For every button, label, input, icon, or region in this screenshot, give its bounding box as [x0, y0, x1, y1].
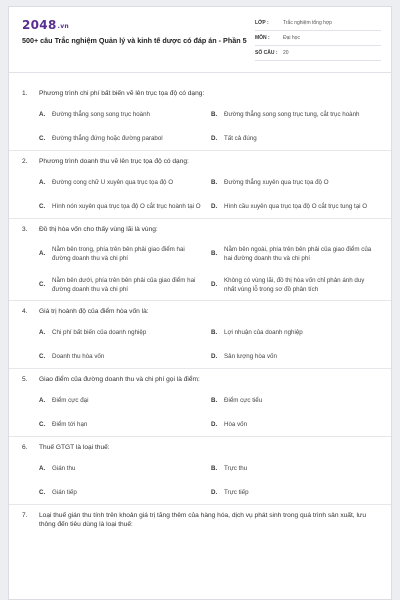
option-letter: D.	[211, 420, 218, 428]
question-number: 6.	[22, 444, 28, 451]
site-logo[interactable]: 2048.vn	[22, 18, 69, 32]
answer-options	[22, 238, 378, 300]
option-text: Gián thu	[52, 464, 76, 472]
answer-option[interactable]	[39, 412, 211, 436]
document-title: 500+ câu Trắc nghiệm Quản lý và kinh tế dược có đáp án - Phần 5	[22, 36, 247, 45]
question-list	[9, 73, 391, 529]
question-item	[9, 437, 391, 504]
meta-value: 20	[283, 50, 289, 56]
option-letter: A.	[39, 110, 46, 118]
option-text: Doanh thu hòa vốn	[52, 352, 105, 360]
option-letter: C.	[39, 352, 46, 360]
option-text: Đường thẳng song song trục tung, cắt trục hoành	[224, 110, 360, 118]
answer-option[interactable]	[39, 238, 211, 269]
option-text: Chi phí bất biến của doanh nghiệp	[52, 328, 147, 336]
answer-option[interactable]	[39, 194, 211, 218]
answer-option[interactable]	[39, 388, 211, 412]
question-item	[9, 505, 391, 529]
option-letter: A.	[39, 328, 46, 336]
question-prompt: Phương trình chi phí bất biến vẽ lên trục tọa độ có dạng:	[39, 90, 205, 97]
answer-options	[22, 320, 378, 368]
option-text: Điểm cực đại	[52, 396, 89, 404]
question-prompt: Loại thuế gián thu tính trên khoản giá trị tăng thêm của hàng hóa, dịch vụ phát sinh trong quá trình sản xuất, lưu thông đến tiêu dùng là loại thuế:	[39, 512, 366, 528]
question-text	[22, 219, 378, 238]
option-text: Hình cầu xuyên qua trục tọa độ O cắt trục tung tại O	[224, 202, 368, 210]
option-letter: B.	[211, 178, 218, 186]
answer-option[interactable]	[39, 320, 211, 344]
answer-option[interactable]	[211, 126, 383, 150]
option-letter: B.	[211, 110, 218, 118]
answer-options	[22, 170, 378, 218]
option-letter: D.	[211, 352, 218, 360]
meta-label: MÔN :	[255, 35, 270, 41]
question-item	[9, 219, 391, 300]
option-text: Nằm bên dưới, phía trên bên phải của giao điểm hai đường doanh thu và chi phí	[52, 276, 196, 293]
question-number: 5.	[22, 376, 28, 383]
answer-option[interactable]	[211, 170, 383, 194]
question-text	[22, 505, 378, 529]
meta-count-row	[255, 46, 381, 61]
option-text: Trực tiếp	[224, 488, 249, 496]
option-letter: B.	[211, 250, 218, 257]
option-text: Lợi nhuận của doanh nghiệp	[224, 328, 303, 336]
option-text: Đường thẳng xuyên qua trục tọa độ O	[224, 178, 329, 186]
option-letter: D.	[211, 281, 218, 288]
answer-option[interactable]	[211, 480, 383, 504]
question-number: 2.	[22, 158, 28, 165]
answer-option[interactable]	[211, 102, 383, 126]
meta-value: Đại học	[283, 35, 300, 41]
option-text: Hình nón xuyên qua trục tọa độ O cắt trục hoành tại O	[52, 202, 201, 210]
option-text: Tất cả đúng	[224, 134, 257, 142]
option-text: Nằm bên ngoài, phía trên bên phải của giao điểm của hai đường doanh thu và chi phí	[224, 245, 372, 262]
answer-option[interactable]	[39, 126, 211, 150]
option-letter: A.	[39, 464, 46, 472]
option-letter: A.	[39, 396, 46, 404]
question-number: 3.	[22, 226, 28, 233]
meta-subject-row	[255, 31, 381, 46]
option-text: Đường cong chữ U xuyên qua trục tọa độ O	[52, 178, 174, 186]
option-letter: B.	[211, 464, 218, 472]
option-text: Gián tiếp	[52, 488, 77, 496]
option-letter: B.	[211, 328, 218, 336]
option-letter: D.	[211, 134, 218, 142]
meta-label: SỐ CÂU :	[255, 50, 278, 56]
answer-option[interactable]	[39, 480, 211, 504]
option-text: Hòa vốn	[224, 420, 248, 428]
question-prompt: Phương trình doanh thu vẽ lên trục tọa độ có dạng:	[39, 158, 189, 165]
question-prompt: Đồ thị hòa vốn cho thấy vùng lãi là vùng:	[39, 226, 158, 233]
answer-option[interactable]	[211, 269, 383, 300]
question-text	[22, 151, 378, 170]
question-prompt: Thuế GTGT là loại thuế:	[39, 444, 110, 451]
option-letter: C.	[39, 420, 46, 428]
answer-option[interactable]	[211, 456, 383, 480]
answer-option[interactable]	[211, 344, 383, 368]
option-text: Điểm tới hạn	[52, 420, 88, 428]
answer-option[interactable]	[211, 320, 383, 344]
option-letter: C.	[39, 202, 46, 210]
document-header	[9, 7, 391, 73]
question-prompt: Giao điểm của đường doanh thu và chi phí gọi là điểm:	[39, 376, 200, 383]
option-text: Trực thu	[224, 464, 248, 472]
option-text: Nằm bên trong, phía trên bên phải giao điểm hai đường doanh thu và chi phí	[52, 245, 185, 262]
answer-options	[22, 102, 378, 150]
question-item	[9, 151, 391, 218]
answer-option[interactable]	[211, 388, 383, 412]
question-number: 1.	[22, 90, 28, 97]
option-text: Không có vùng lãi, đồ thị hòa vốn chỉ phản ánh duy nhất vùng lỗ trong sơ đồ phân tích	[224, 276, 365, 293]
option-text: Sản lượng hòa vốn	[224, 352, 277, 360]
option-text: Đường thẳng đứng hoặc đường parabol	[52, 134, 163, 142]
answer-options	[22, 456, 378, 504]
option-letter: C.	[39, 134, 46, 142]
option-letter: D.	[211, 202, 218, 210]
question-item	[9, 83, 391, 150]
answer-option[interactable]	[39, 344, 211, 368]
meta-label: LỚP :	[255, 20, 269, 26]
question-item	[9, 301, 391, 368]
option-text: Đường thẳng song song trục hoành	[52, 110, 150, 118]
question-text	[22, 83, 378, 102]
question-item	[9, 369, 391, 436]
meta-class-row	[255, 16, 381, 31]
option-letter: C.	[39, 488, 46, 496]
option-letter: A.	[39, 250, 46, 257]
answer-option[interactable]	[39, 269, 211, 300]
option-text: Điểm cực tiểu	[224, 396, 263, 404]
document-meta	[255, 16, 381, 61]
option-letter: A.	[39, 178, 46, 186]
answer-option[interactable]	[211, 194, 383, 218]
question-text	[22, 301, 378, 320]
answer-option[interactable]	[39, 102, 211, 126]
option-letter: B.	[211, 396, 218, 404]
meta-value: Trắc nghiệm tổng hợp	[283, 20, 332, 26]
option-letter: D.	[211, 488, 218, 496]
question-number: 4.	[22, 308, 28, 315]
answer-option[interactable]	[211, 238, 383, 269]
question-prompt: Giá trị hoành độ của điểm hòa vốn là:	[39, 308, 149, 315]
answer-option[interactable]	[211, 412, 383, 436]
answer-option[interactable]	[39, 456, 211, 480]
question-text	[22, 437, 378, 456]
answer-option[interactable]	[39, 170, 211, 194]
question-text	[22, 369, 378, 388]
option-letter: C.	[39, 281, 46, 288]
answer-options	[22, 388, 378, 436]
document-page	[8, 6, 392, 600]
question-number: 7.	[22, 512, 28, 519]
